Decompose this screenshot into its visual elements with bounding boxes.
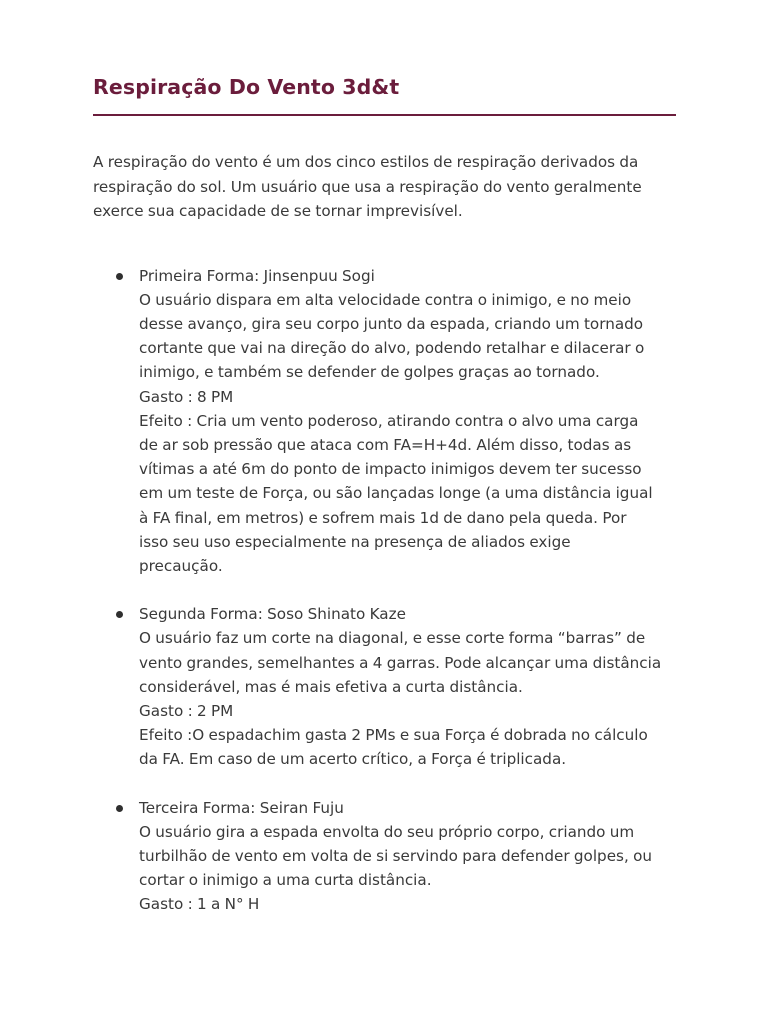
form-cost: Gasto : 8 PM [139,387,234,406]
list-item [93,796,676,917]
form-line: turbilhão de vento em volta de si servindo para defender golpes, ou [139,846,653,865]
form-line: da FA. Em caso de um acerto crítico, a Força é triplicada. [139,750,567,769]
form-line: em um teste de Força, ou são lançadas longe (a uma distância igual [139,484,653,503]
form-line: isso seu uso especialmente na presença de aliados exige [139,532,571,551]
form-line: O usuário dispara em alta velocidade contra o inimigo, e no meio [139,290,632,309]
form-heading: Segunda Forma: Soso Shinato Kaze [139,605,406,624]
intro-line: respiração do sol. Um usuário que usa a respiração do vento geralmente [93,177,642,196]
bullet-icon [116,805,123,812]
form-line: Efeito :O espadachim gasta 2 PMs e sua Força é dobrada no cálculo [139,726,648,745]
form-heading: Terceira Forma: Seiran Fuju [139,798,344,817]
form-line: O usuário faz um corte na diagonal, e esse corte forma “barras” de [139,629,646,648]
document-title: Respiração Do Vento 3d&t [93,75,400,99]
form-line: desse avanço, gira seu corpo junto da espada, criando um tornado [139,314,644,333]
form-line: vítimas a até 6m do ponto de impacto inimigos devem ter sucesso [139,460,642,479]
title-divider [93,114,676,116]
form-line: à FA final, em metros) e sofrem mais 1d de dano pela queda. Por [139,508,627,527]
bullet-icon [116,611,123,618]
forms-list [93,264,676,917]
intro-line: exerce sua capacidade de se tornar imprevisível. [93,202,463,220]
form-line: cortar o inimigo a uma curta distância. [139,871,432,890]
form-line: O usuário gira a espada envolta do seu próprio corpo, criando um [139,822,635,841]
form-line: inimigo, e também se defender de golpes graças ao tornado. [139,363,600,382]
form-heading: Primeira Forma: Jinsenpuu Sogi [139,266,375,285]
form-cost: Gasto : 1 a N° H [139,895,260,914]
form-cost: Gasto : 2 PM [139,701,234,720]
form-line: cortante que vai na direção do alvo, podendo retalhar e dilacerar o [139,339,645,358]
intro-line: A respiração do vento é um dos cinco estilos de respiração derivados da [93,153,639,171]
form-line: vento grandes, semelhantes a 4 garras. Pode alcançar uma distância [139,653,662,672]
list-item [93,602,676,771]
list-item [93,264,676,579]
intro-paragraph [93,150,676,224]
bullet-icon [116,273,123,280]
form-line: de ar sob pressão que ataca com FA=H+4d. Além disso, todas as [139,435,632,454]
form-line: considerável, mas é mais efetiva a curta distância. [139,677,523,696]
form-line: precaução. [139,556,223,575]
form-line: Efeito : Cria um vento poderoso, atirando contra o alvo uma carga [139,411,639,430]
